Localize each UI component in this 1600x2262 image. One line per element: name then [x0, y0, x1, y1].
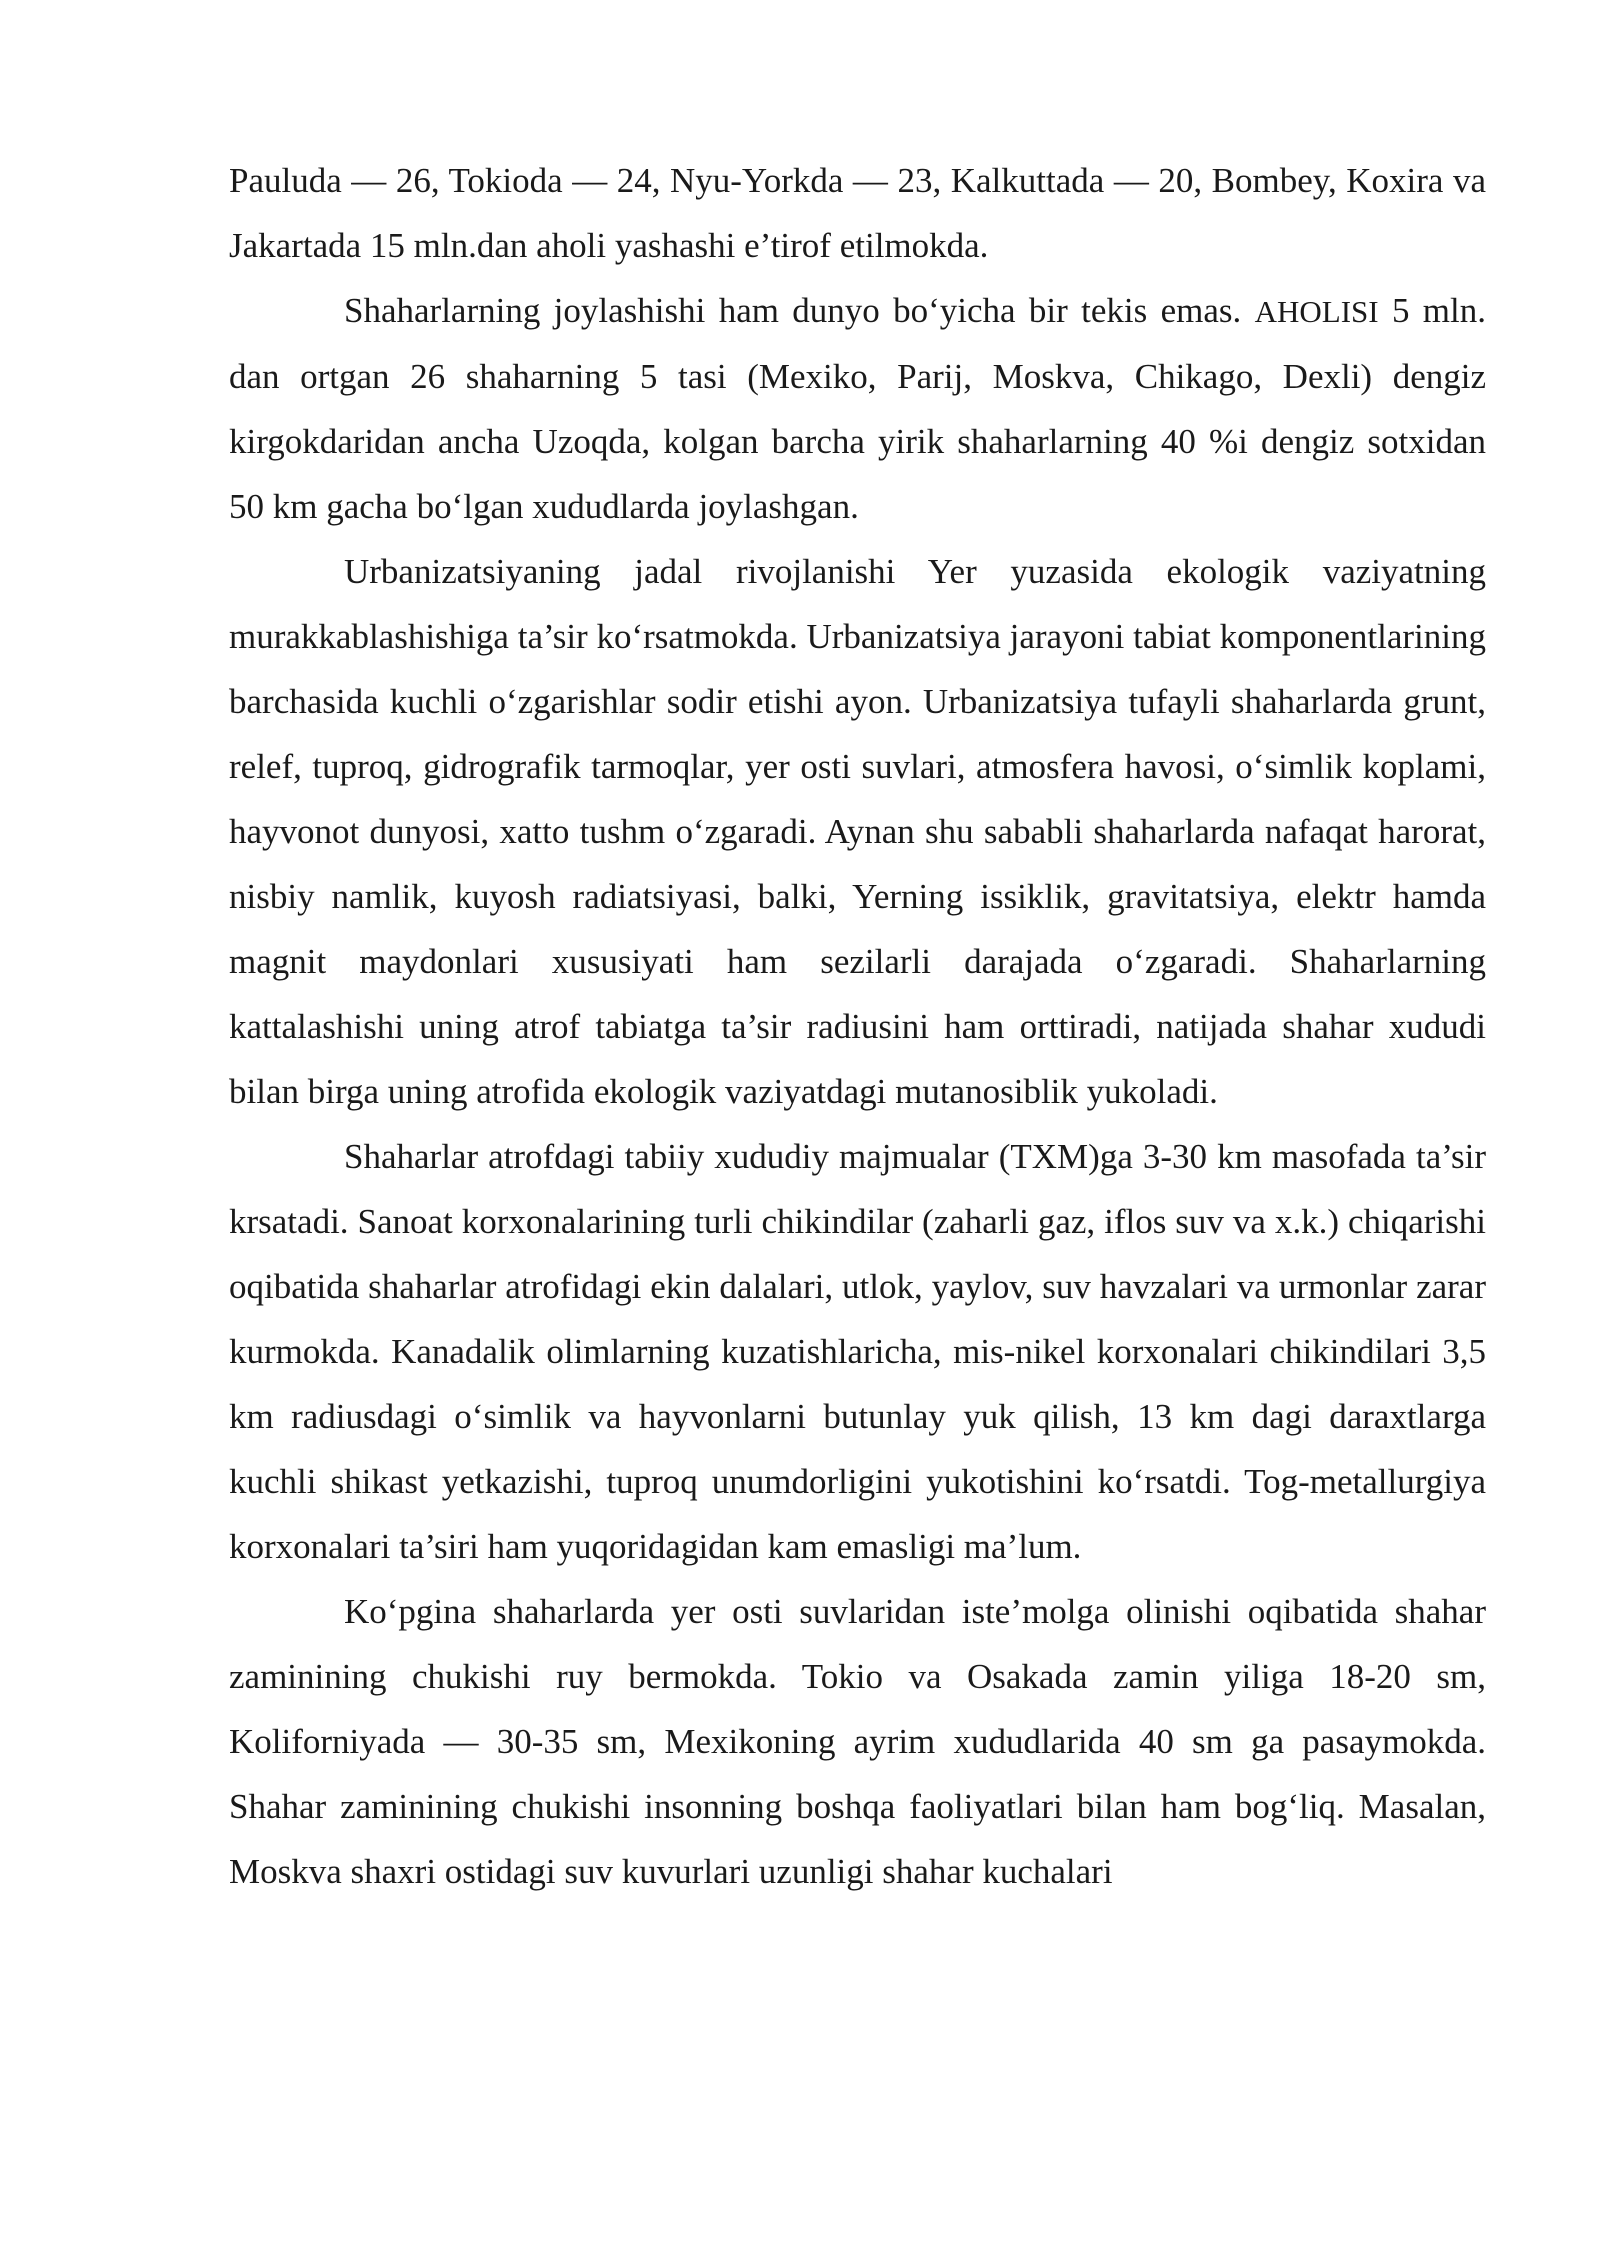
paragraph-5 — [229, 1579, 1486, 1904]
paragraph-2-text-a: Shaharlarning joylashishi ham dunyo bo‘yicha bir tekis emas. — [344, 291, 1255, 330]
paragraph-2 — [229, 278, 1486, 539]
paragraph-3 — [229, 539, 1486, 1124]
paragraph-1-text: Pauluda — 26, Tokioda — 24, Nyu-Yorkda — 23, Kalkuttada — 20, Bombey, Koxira va Jakartada 15 mln.dan aholi yashashi e’tirof etilmokda. — [229, 161, 1486, 265]
paragraph-1 — [229, 148, 1486, 278]
paragraph-4 — [229, 1124, 1486, 1579]
paragraph-3-text: Urbanizatsiyaning jadal rivojlanishi Yer yuzasida ekologik vaziyatning murakkablashishiga ta’sir ko‘rsatmokda. Urbanizatsiya jarayoni tabiat komponentlarining barchasida kuchli o‘zgarishlar sodir etishi ayon. Urbanizatsiya tufayli shaharlarda grunt, relef, tuproq, gidrografik tarmoqlar, yer osti suvlari, atmosfera havosi, o‘simlik koplami, hayvonot dunyosi, xatto tushm o‘zgaradi. Aynan shu sababli shaharlarda nafaqat harorat, nisbiy namlik, kuyosh radiatsiyasi, balki, Yerning issiklik, gravitatsiya, elektr hamda magnit maydonlari xususiyati ham sezilarli darajada o‘zgaradi. Shaharlarning kattalashishi uning atrof tabiatga ta’sir radiusini ham orttiradi, natijada shahar xududi bilan birga uning atrofida ekologik vaziyatdagi mutanosiblik yukoladi. — [229, 552, 1486, 1111]
document-page — [229, 148, 1486, 1904]
paragraph-4-text: Shaharlar atrofdagi tabiiy xududiy majmualar (TXM)ga 3-30 km masofada ta’sir krsatadi. Sanoat korxonalarining turli chikindilar (zaharli gaz, iflos suv va x.k.) chiqarishi oqibatida shaharlar atrofidagi ekin dalalari, utlok, yaylov, suv havzalari va urmonlar zarar kurmokda. Kanadalik olimlarning kuzatishlaricha, mis-nikel korxonalari chikindilari 3,5 km radiusdagi o‘simlik va hayvonlarni butunlay yuk qilish, 13 km dagi daraxtlarga kuchli shikast yetkazishi, tuproq unumdorligini yukotishini ko‘rsatdi. Tog-metallurgiya korxonalari ta’siri ham yuqoridagidan kam emasligi ma’lum. — [229, 1137, 1486, 1566]
paragraph-2-text-b: 5 mln. dan ortgan 26 shaharning 5 tasi (Mexiko, Parij, Moskva, Chikago, Dexli) dengiz kirgokdaridan ancha Uzoqda, kolgan barcha yirik shaharlarning 40 %i dengiz sotxidan 50 km gacha bo‘lgan xududlarda joylashgan. — [229, 291, 1486, 526]
paragraph-2-smallcaps-word: AHOLISI — [1254, 294, 1379, 329]
paragraph-5-text: Ko‘pgina shaharlarda yer osti suvlaridan iste’molga olinishi oqibatida shahar zaminining chukishi ruy bermokda. Tokio va Osakada zamin yiliga 18-20 sm, Koliforniyada — 30-35 sm, Mexikoning ayrim xududlarida 40 sm ga pasaymokda. Shahar zaminining chukishi insonning boshqa faoliyatlari bilan ham bog‘liq. Masalan, Moskva shaxri ostidagi suv kuvurlari uzunligi shahar kuchalari — [229, 1592, 1486, 1891]
